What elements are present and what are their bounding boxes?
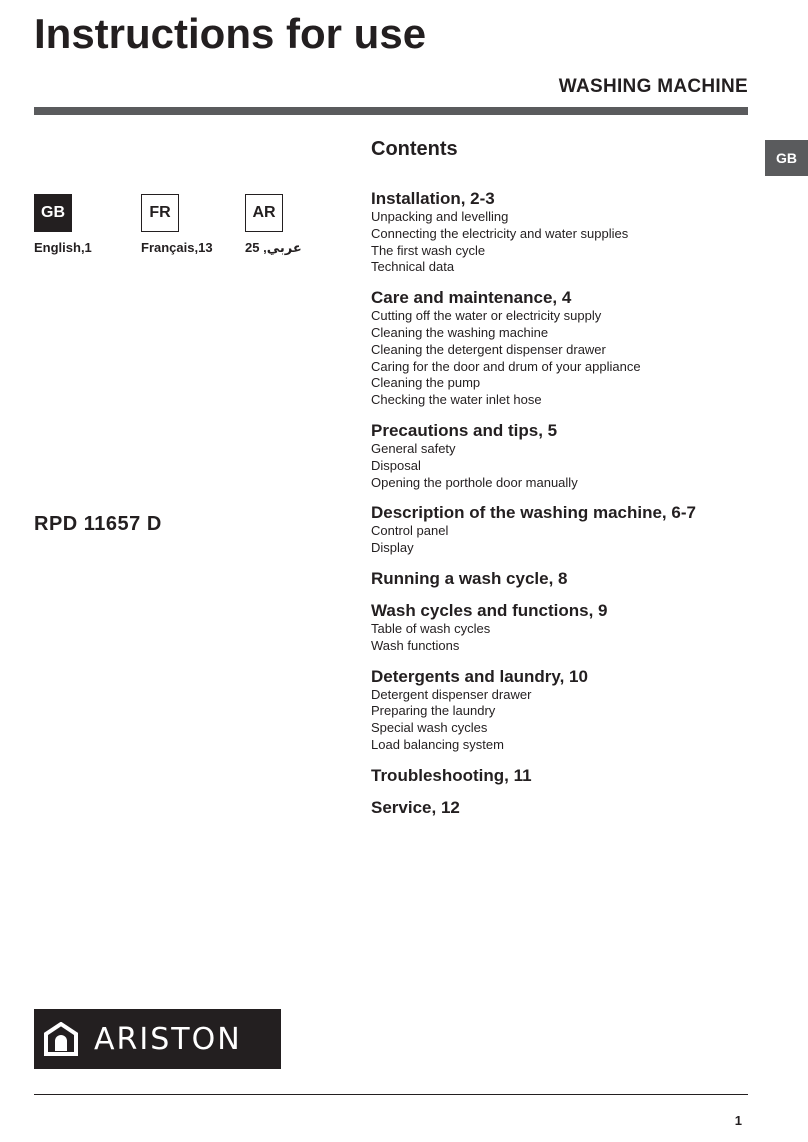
language-code-box: FR xyxy=(141,194,179,232)
house-logo-icon xyxy=(44,1022,78,1056)
section-title[interactable]: Running a wash cycle, 8 xyxy=(371,568,568,588)
product-category: WASHING MACHINE xyxy=(558,76,748,97)
section-title[interactable]: Wash cycles and functions, 9 xyxy=(371,600,608,620)
contents-section xyxy=(371,766,751,786)
header-rule xyxy=(34,107,748,115)
language-label: Français,13 xyxy=(141,240,213,255)
contents-section xyxy=(371,569,751,589)
section-item[interactable]: Cutting off the water or electricity supply xyxy=(371,308,602,324)
section-item[interactable]: The first wash cycle xyxy=(371,242,486,258)
contents-section xyxy=(371,798,751,818)
contents-section xyxy=(371,421,751,491)
page-title: Instructions for use xyxy=(34,10,427,57)
contents-heading: Contents xyxy=(371,138,458,160)
page-number: 1 xyxy=(734,1113,742,1128)
language-label: English,1 xyxy=(34,240,92,255)
section-title[interactable]: Detergents and laundry, 10 xyxy=(371,666,588,686)
section-title[interactable]: Installation, 2-3 xyxy=(371,189,495,208)
section-item[interactable]: Connecting the electricity and water supplies xyxy=(371,225,629,241)
language-gb[interactable] xyxy=(34,194,144,255)
language-code-box: AR xyxy=(245,194,283,232)
contents-section xyxy=(371,601,751,655)
brand-name: ARISTON xyxy=(94,1021,242,1057)
section-item[interactable]: Caring for the door and drum of your appliance xyxy=(371,358,641,374)
section-item[interactable]: Cleaning the detergent dispenser drawer xyxy=(371,341,606,357)
language-ar[interactable] xyxy=(245,194,355,256)
language-side-tab: GB xyxy=(765,140,808,176)
section-item[interactable]: Preparing the laundry xyxy=(371,703,496,719)
contents-section xyxy=(371,503,751,557)
ariston-logo xyxy=(34,1009,281,1069)
section-title[interactable]: Service, 12 xyxy=(371,797,460,817)
language-fr[interactable] xyxy=(141,194,251,255)
section-item[interactable]: Table of wash cycles xyxy=(371,620,491,636)
section-item[interactable]: Checking the water inlet hose xyxy=(371,392,542,408)
section-title[interactable]: Description of the washing machine, 6-7 xyxy=(371,503,696,523)
footer-rule xyxy=(34,1094,748,1095)
section-item[interactable]: Display xyxy=(371,540,414,556)
contents-section xyxy=(371,667,751,754)
section-item[interactable]: General safety xyxy=(371,440,456,456)
model-number: RPD 11657 D xyxy=(34,513,162,535)
section-item[interactable]: Wash functions xyxy=(371,637,460,653)
section-title[interactable]: Troubleshooting, 11 xyxy=(371,765,532,785)
section-title[interactable]: Care and maintenance, 4 xyxy=(371,288,572,308)
section-item[interactable]: Detergent dispenser drawer xyxy=(371,686,532,702)
section-item[interactable]: Opening the porthole door manually xyxy=(371,474,578,490)
section-item[interactable]: Disposal xyxy=(371,457,421,473)
section-item[interactable]: Technical data xyxy=(371,259,455,275)
contents-section xyxy=(371,189,751,276)
section-item[interactable]: Unpacking and levelling xyxy=(371,209,509,224)
table-of-contents xyxy=(371,136,751,830)
language-label: عربي, 25 xyxy=(245,240,302,255)
section-item[interactable]: Load balancing system xyxy=(371,736,504,752)
language-code-box: GB xyxy=(34,194,72,232)
section-item[interactable]: Cleaning the pump xyxy=(371,375,481,391)
section-title[interactable]: Precautions and tips, 5 xyxy=(371,420,558,440)
contents-section xyxy=(371,288,751,409)
section-item[interactable]: Special wash cycles xyxy=(371,720,488,736)
contents-sections xyxy=(371,189,751,818)
section-item[interactable]: Cleaning the washing machine xyxy=(371,324,549,340)
section-item[interactable]: Control panel xyxy=(371,523,449,539)
